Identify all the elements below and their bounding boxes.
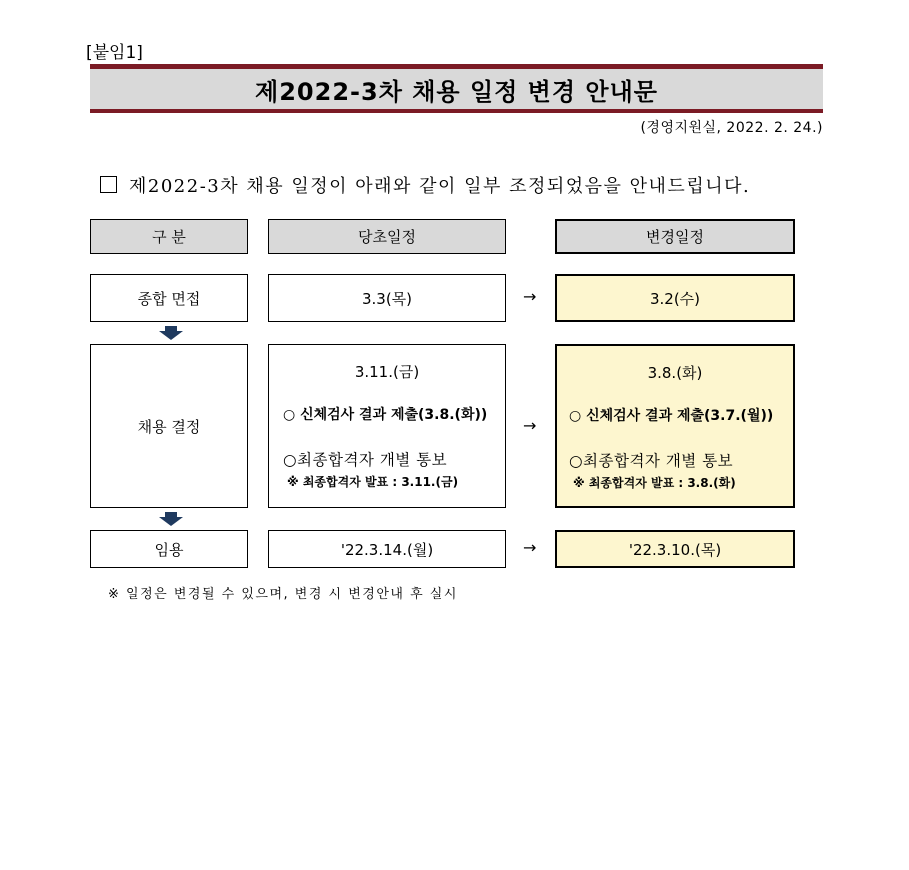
page-title: 제2022-3차 채용 일정 변경 안내문	[255, 77, 658, 106]
header-changed: 변경일정	[555, 219, 795, 254]
checkbox-icon	[100, 176, 117, 193]
arrow-interview: →	[523, 287, 537, 306]
changed-medical-submit: ○ 신체검사 결과 제출(3.7.(월))	[569, 408, 774, 424]
original-notify: ○최종합격자 개별 통보	[283, 451, 448, 469]
attachment-label: [붙임1]	[86, 43, 143, 63]
notice-line	[100, 172, 750, 198]
changed-notify: ○최종합격자 개별 통보	[569, 452, 734, 470]
title-band	[90, 64, 823, 113]
down-arrow-icon	[159, 326, 183, 340]
header-original: 당초일정	[268, 219, 506, 254]
row-label-interview: 종합 면접	[90, 274, 248, 322]
footnote: ※ 일정은 변경될 수 있으며, 변경 시 변경안내 후 실시	[108, 587, 458, 602]
row-label-appointment: 임용	[90, 530, 248, 568]
row-label-decision: 채용 결정	[90, 344, 248, 508]
changed-interview: 3.2(수)	[555, 274, 795, 322]
arrow-decision: →	[523, 416, 537, 435]
changed-decision-date: 3.8.(화)	[647, 364, 703, 382]
original-appointment: '22.3.14.(월)	[268, 530, 506, 568]
arrow-appointment: →	[523, 538, 537, 557]
original-interview: 3.3(목)	[268, 274, 506, 322]
original-announce: ※ 최종합격자 발표 : 3.11.(금)	[287, 475, 459, 489]
original-decision-date: 3.11.(금)	[354, 363, 420, 381]
department-date: (경영지원실, 2022. 2. 24.)	[640, 120, 823, 136]
header-category: 구 분	[90, 219, 248, 254]
down-arrow-icon	[159, 512, 183, 526]
notice-text: 제2022-3차 채용 일정이 아래와 같이 일부 조정되었음을 안내드립니다.	[129, 176, 751, 197]
changed-appointment: '22.3.10.(목)	[555, 530, 795, 568]
changed-decision	[555, 344, 795, 508]
original-decision	[268, 344, 506, 508]
changed-announce: ※ 최종합격자 발표 : 3.8.(화)	[573, 476, 736, 490]
original-medical-submit: ○ 신체검사 결과 제출(3.8.(화))	[283, 407, 488, 423]
